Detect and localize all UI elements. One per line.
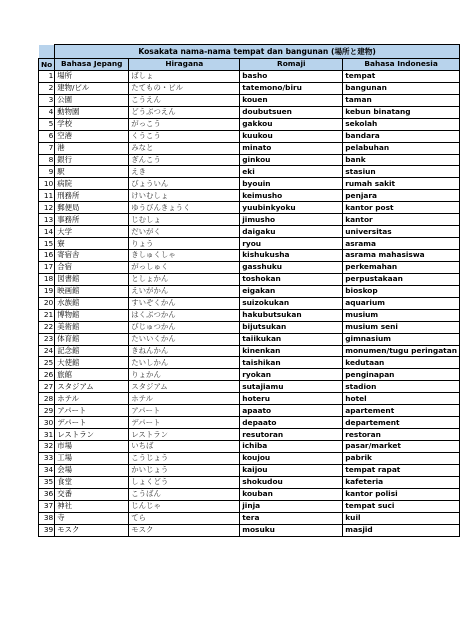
cell-jepang: 寺 bbox=[55, 512, 129, 524]
cell-indonesia: kantor post bbox=[343, 202, 460, 214]
cell-hiragana: ぎんこう bbox=[129, 154, 240, 166]
cell-jepang: 美術館 bbox=[55, 321, 129, 333]
cell-hiragana: りょう bbox=[129, 238, 240, 250]
cell-indonesia: kedutaan bbox=[343, 357, 460, 369]
cell-hiragana: きしゅくしゃ bbox=[129, 250, 240, 262]
cell-romaji: kinenkan bbox=[240, 345, 343, 357]
cell-hiragana: たいしかん bbox=[129, 357, 240, 369]
row-number: 19 bbox=[39, 285, 55, 297]
table-row bbox=[39, 142, 460, 154]
row-number: 5 bbox=[39, 118, 55, 130]
cell-jepang: 空港 bbox=[55, 130, 129, 142]
cell-romaji: mosuku bbox=[240, 524, 343, 536]
cell-hiragana: こうえん bbox=[129, 94, 240, 106]
cell-hiragana: こうじょう bbox=[129, 452, 240, 464]
table-row bbox=[39, 202, 460, 214]
cell-romaji: jinja bbox=[240, 500, 343, 512]
cell-hiragana: たいいくかん bbox=[129, 333, 240, 345]
row-number: 36 bbox=[39, 488, 55, 500]
row-number: 12 bbox=[39, 202, 55, 214]
cell-romaji: kaijou bbox=[240, 464, 343, 476]
cell-hiragana: たてもの・ビル bbox=[129, 82, 240, 94]
cell-jepang: 旅館 bbox=[55, 369, 129, 381]
cell-romaji: jimusho bbox=[240, 214, 343, 226]
cell-romaji: resutoran bbox=[240, 429, 343, 441]
cell-hiragana: だいがく bbox=[129, 226, 240, 238]
cell-jepang: 市場 bbox=[55, 441, 129, 453]
cell-romaji: byouin bbox=[240, 178, 343, 190]
cell-indonesia: musium seni bbox=[343, 321, 460, 333]
cell-jepang: アパート bbox=[55, 405, 129, 417]
cell-hiragana: としょかん bbox=[129, 273, 240, 285]
cell-hiragana: はくぶつかん bbox=[129, 309, 240, 321]
cell-jepang: 交番 bbox=[55, 488, 129, 500]
table-row bbox=[39, 524, 460, 536]
cell-hiragana: くうこう bbox=[129, 130, 240, 142]
cell-jepang: 学校 bbox=[55, 118, 129, 130]
row-number: 21 bbox=[39, 309, 55, 321]
cell-romaji: taiikukan bbox=[240, 333, 343, 345]
cell-romaji: ryokan bbox=[240, 369, 343, 381]
cell-jepang: 図書館 bbox=[55, 273, 129, 285]
cell-jepang: 水族館 bbox=[55, 297, 129, 309]
cell-indonesia: rumah sakit bbox=[343, 178, 460, 190]
cell-indonesia: monumen/tugu peringatan bbox=[343, 345, 460, 357]
cell-hiragana: ばしょ bbox=[129, 70, 240, 82]
cell-jepang: スタジアム bbox=[55, 381, 129, 393]
cell-romaji: kouen bbox=[240, 94, 343, 106]
cell-hiragana: びょういん bbox=[129, 178, 240, 190]
cell-romaji: ryou bbox=[240, 238, 343, 250]
cell-romaji: hoteru bbox=[240, 393, 343, 405]
cell-hiragana: えいがかん bbox=[129, 285, 240, 297]
table-row bbox=[39, 70, 460, 82]
row-number: 6 bbox=[39, 130, 55, 142]
table-row bbox=[39, 405, 460, 417]
table-row bbox=[39, 321, 460, 333]
table-row bbox=[39, 214, 460, 226]
row-number: 38 bbox=[39, 512, 55, 524]
table-row bbox=[39, 488, 460, 500]
row-number: 18 bbox=[39, 273, 55, 285]
cell-indonesia: hotel bbox=[343, 393, 460, 405]
cell-indonesia: kebun binatang bbox=[343, 106, 460, 118]
cell-hiragana: ゆうびんきょうく bbox=[129, 202, 240, 214]
cell-indonesia: penjara bbox=[343, 190, 460, 202]
cell-hiragana: アパート bbox=[129, 405, 240, 417]
cell-hiragana: モスク bbox=[129, 524, 240, 536]
header-jepang: Bahasa Jepang bbox=[55, 59, 129, 71]
cell-indonesia: kafeteria bbox=[343, 476, 460, 488]
row-number: 33 bbox=[39, 452, 55, 464]
row-number: 28 bbox=[39, 393, 55, 405]
table-row bbox=[39, 285, 460, 297]
header-hiragana: Hiragana bbox=[129, 59, 240, 71]
cell-indonesia: tempat rapat bbox=[343, 464, 460, 476]
table-row bbox=[39, 309, 460, 321]
cell-jepang: 場所 bbox=[55, 70, 129, 82]
row-number: 24 bbox=[39, 345, 55, 357]
cell-hiragana: しょくどう bbox=[129, 476, 240, 488]
cell-hiragana: みなと bbox=[129, 142, 240, 154]
cell-indonesia: departement bbox=[343, 417, 460, 429]
cell-hiragana: ホテル bbox=[129, 393, 240, 405]
table-row bbox=[39, 166, 460, 178]
cell-romaji: ichiba bbox=[240, 441, 343, 453]
table-row bbox=[39, 429, 460, 441]
cell-hiragana: かいじょう bbox=[129, 464, 240, 476]
title-row bbox=[39, 45, 460, 59]
cell-romaji: hakubutsukan bbox=[240, 309, 343, 321]
cell-romaji: kuukou bbox=[240, 130, 343, 142]
cell-hiragana: こうばん bbox=[129, 488, 240, 500]
row-number: 17 bbox=[39, 261, 55, 273]
header-romaji: Romaji bbox=[240, 59, 343, 71]
cell-jepang: 神社 bbox=[55, 500, 129, 512]
cell-hiragana: すいぞくかん bbox=[129, 297, 240, 309]
cell-jepang: 工場 bbox=[55, 452, 129, 464]
cell-romaji: keimusho bbox=[240, 190, 343, 202]
cell-jepang: 大使館 bbox=[55, 357, 129, 369]
table-row bbox=[39, 82, 460, 94]
cell-romaji: shokudou bbox=[240, 476, 343, 488]
table-row bbox=[39, 333, 460, 345]
table-title: Kosakata nama-nama tempat dan bangunan (場所と建物) bbox=[55, 45, 460, 59]
cell-romaji: sutajiamu bbox=[240, 381, 343, 393]
cell-jepang: 食堂 bbox=[55, 476, 129, 488]
cell-romaji: kouban bbox=[240, 488, 343, 500]
cell-jepang: 博物館 bbox=[55, 309, 129, 321]
table-row bbox=[39, 381, 460, 393]
row-number: 29 bbox=[39, 405, 55, 417]
cell-romaji: yuubinkyoku bbox=[240, 202, 343, 214]
cell-jepang: 寮 bbox=[55, 238, 129, 250]
cell-romaji: eigakan bbox=[240, 285, 343, 297]
header-row bbox=[39, 59, 460, 71]
row-number: 37 bbox=[39, 500, 55, 512]
cell-jepang: 記念館 bbox=[55, 345, 129, 357]
table-row bbox=[39, 417, 460, 429]
cell-jepang: 動物園 bbox=[55, 106, 129, 118]
cell-indonesia: stadion bbox=[343, 381, 460, 393]
row-number: 4 bbox=[39, 106, 55, 118]
cell-hiragana: スタジアム bbox=[129, 381, 240, 393]
table-row bbox=[39, 94, 460, 106]
row-number: 13 bbox=[39, 214, 55, 226]
table-row bbox=[39, 178, 460, 190]
cell-indonesia: bank bbox=[343, 154, 460, 166]
table-row bbox=[39, 297, 460, 309]
cell-indonesia: pabrik bbox=[343, 452, 460, 464]
row-number: 34 bbox=[39, 464, 55, 476]
cell-hiragana: いちば bbox=[129, 441, 240, 453]
cell-indonesia: kantor polisi bbox=[343, 488, 460, 500]
cell-hiragana: きねんかん bbox=[129, 345, 240, 357]
row-number: 16 bbox=[39, 250, 55, 262]
cell-jepang: 郵便局 bbox=[55, 202, 129, 214]
cell-indonesia: bangunan bbox=[343, 82, 460, 94]
row-number: 9 bbox=[39, 166, 55, 178]
table-row bbox=[39, 226, 460, 238]
cell-indonesia: kantor bbox=[343, 214, 460, 226]
table-row bbox=[39, 393, 460, 405]
cell-hiragana: じんじゃ bbox=[129, 500, 240, 512]
row-number: 23 bbox=[39, 333, 55, 345]
cell-romaji: kishukusha bbox=[240, 250, 343, 262]
row-number: 32 bbox=[39, 441, 55, 453]
cell-romaji: taishikan bbox=[240, 357, 343, 369]
table-row bbox=[39, 512, 460, 524]
cell-jepang: 建物/ビル bbox=[55, 82, 129, 94]
row-number: 30 bbox=[39, 417, 55, 429]
cell-romaji: bijutsukan bbox=[240, 321, 343, 333]
cell-romaji: toshokan bbox=[240, 273, 343, 285]
table-row bbox=[39, 190, 460, 202]
vocabulary-table bbox=[38, 44, 460, 537]
cell-indonesia: pelabuhan bbox=[343, 142, 460, 154]
cell-jepang: モスク bbox=[55, 524, 129, 536]
cell-jepang: 会場 bbox=[55, 464, 129, 476]
cell-jepang: 合宿 bbox=[55, 261, 129, 273]
cell-hiragana: えき bbox=[129, 166, 240, 178]
header-indonesia: Bahasa Indonesia bbox=[343, 59, 460, 71]
cell-romaji: gasshuku bbox=[240, 261, 343, 273]
cell-indonesia: masjid bbox=[343, 524, 460, 536]
table-row bbox=[39, 441, 460, 453]
table-row bbox=[39, 154, 460, 166]
cell-indonesia: perkemahan bbox=[343, 261, 460, 273]
table-row bbox=[39, 118, 460, 130]
table-row bbox=[39, 106, 460, 118]
cell-jepang: 事務所 bbox=[55, 214, 129, 226]
cell-jepang: 病院 bbox=[55, 178, 129, 190]
cell-romaji: suizokukan bbox=[240, 297, 343, 309]
cell-romaji: daigaku bbox=[240, 226, 343, 238]
cell-jepang: ホテル bbox=[55, 393, 129, 405]
cell-indonesia: gimnasium bbox=[343, 333, 460, 345]
table-row bbox=[39, 345, 460, 357]
row-number: 1 bbox=[39, 70, 55, 82]
cell-jepang: 寄宿舎 bbox=[55, 250, 129, 262]
cell-jepang: 銀行 bbox=[55, 154, 129, 166]
row-number: 25 bbox=[39, 357, 55, 369]
row-number: 7 bbox=[39, 142, 55, 154]
row-number: 39 bbox=[39, 524, 55, 536]
cell-indonesia: restoran bbox=[343, 429, 460, 441]
cell-indonesia: taman bbox=[343, 94, 460, 106]
cell-jepang: 刑務所 bbox=[55, 190, 129, 202]
cell-hiragana: がっこう bbox=[129, 118, 240, 130]
cell-romaji: tera bbox=[240, 512, 343, 524]
vocabulary-sheet bbox=[38, 44, 460, 537]
cell-hiragana: じむしょ bbox=[129, 214, 240, 226]
cell-indonesia: tempat suci bbox=[343, 500, 460, 512]
row-number: 11 bbox=[39, 190, 55, 202]
cell-jepang: レストラン bbox=[55, 429, 129, 441]
cell-romaji: doubutsuen bbox=[240, 106, 343, 118]
row-number: 27 bbox=[39, 381, 55, 393]
cell-romaji: minato bbox=[240, 142, 343, 154]
cell-jepang: 大学 bbox=[55, 226, 129, 238]
row-number: 2 bbox=[39, 82, 55, 94]
cell-hiragana: りょかん bbox=[129, 369, 240, 381]
cell-indonesia: bioskop bbox=[343, 285, 460, 297]
cell-indonesia: sekolah bbox=[343, 118, 460, 130]
table-row bbox=[39, 476, 460, 488]
cell-hiragana: てら bbox=[129, 512, 240, 524]
cell-indonesia: pasar/market bbox=[343, 441, 460, 453]
table-row bbox=[39, 273, 460, 285]
cell-romaji: eki bbox=[240, 166, 343, 178]
cell-indonesia: penginapan bbox=[343, 369, 460, 381]
cell-indonesia: stasiun bbox=[343, 166, 460, 178]
cell-jepang: 映画館 bbox=[55, 285, 129, 297]
cell-romaji: gakkou bbox=[240, 118, 343, 130]
cell-indonesia: musium bbox=[343, 309, 460, 321]
cell-jepang: 体育館 bbox=[55, 333, 129, 345]
cell-romaji: depaato bbox=[240, 417, 343, 429]
cell-jepang: 公園 bbox=[55, 94, 129, 106]
cell-romaji: basho bbox=[240, 70, 343, 82]
table-row bbox=[39, 500, 460, 512]
row-number: 15 bbox=[39, 238, 55, 250]
cell-indonesia: apartement bbox=[343, 405, 460, 417]
table-row bbox=[39, 464, 460, 476]
cell-hiragana: レストラン bbox=[129, 429, 240, 441]
table-row bbox=[39, 452, 460, 464]
row-number: 31 bbox=[39, 429, 55, 441]
header-no: No bbox=[39, 59, 55, 71]
row-number: 35 bbox=[39, 476, 55, 488]
table-row bbox=[39, 250, 460, 262]
table-body bbox=[39, 70, 460, 536]
cell-indonesia: aquarium bbox=[343, 297, 460, 309]
cell-indonesia: asrama bbox=[343, 238, 460, 250]
table-row bbox=[39, 369, 460, 381]
table-row bbox=[39, 238, 460, 250]
cell-hiragana: びじゅつかん bbox=[129, 321, 240, 333]
title-spacer bbox=[39, 45, 55, 59]
cell-indonesia: perpustakaan bbox=[343, 273, 460, 285]
cell-romaji: tatemono/biru bbox=[240, 82, 343, 94]
cell-hiragana: がっしゅく bbox=[129, 261, 240, 273]
cell-jepang: デパート bbox=[55, 417, 129, 429]
row-number: 8 bbox=[39, 154, 55, 166]
cell-jepang: 港 bbox=[55, 142, 129, 154]
cell-indonesia: universitas bbox=[343, 226, 460, 238]
cell-hiragana: けいむしょ bbox=[129, 190, 240, 202]
table-row bbox=[39, 130, 460, 142]
cell-jepang: 駅 bbox=[55, 166, 129, 178]
table-row bbox=[39, 261, 460, 273]
cell-romaji: apaato bbox=[240, 405, 343, 417]
cell-romaji: koujou bbox=[240, 452, 343, 464]
row-number: 10 bbox=[39, 178, 55, 190]
row-number: 20 bbox=[39, 297, 55, 309]
row-number: 26 bbox=[39, 369, 55, 381]
row-number: 3 bbox=[39, 94, 55, 106]
row-number: 22 bbox=[39, 321, 55, 333]
cell-indonesia: tempat bbox=[343, 70, 460, 82]
row-number: 14 bbox=[39, 226, 55, 238]
table-row bbox=[39, 357, 460, 369]
cell-indonesia: asrama mahasiswa bbox=[343, 250, 460, 262]
cell-indonesia: bandara bbox=[343, 130, 460, 142]
cell-hiragana: どうぶつえん bbox=[129, 106, 240, 118]
cell-hiragana: デパート bbox=[129, 417, 240, 429]
cell-romaji: ginkou bbox=[240, 154, 343, 166]
cell-indonesia: kuil bbox=[343, 512, 460, 524]
